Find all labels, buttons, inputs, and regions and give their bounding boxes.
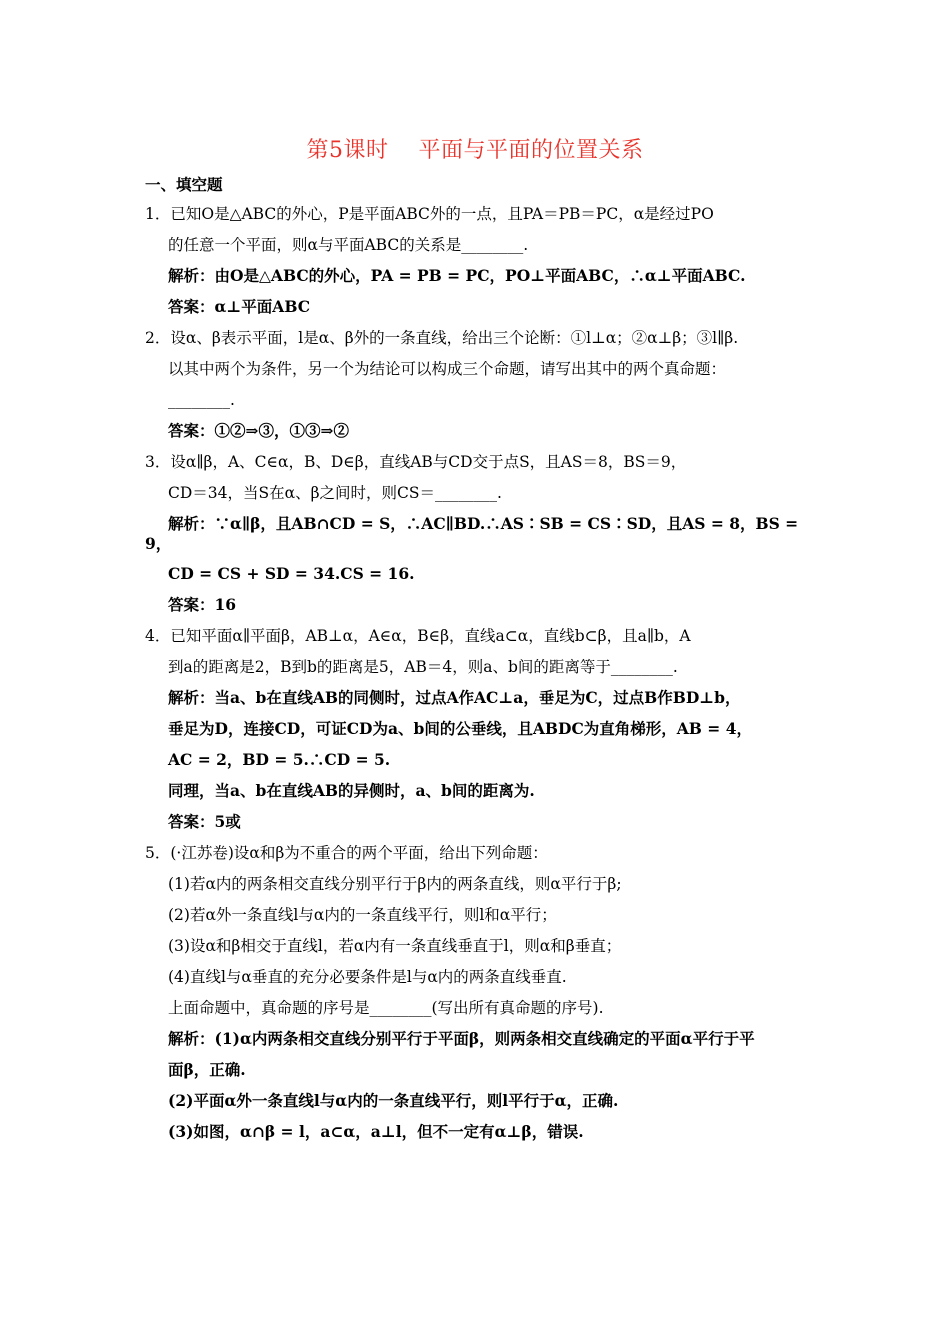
text-line-bold: 答案：①②⇒③，①③⇒② <box>168 421 349 440</box>
text-line-bold: 答案：α⊥平面ABC <box>168 297 311 316</box>
text-line-bold: 面β，正确. <box>168 1060 246 1079</box>
text-line: 的任意一个平面，则α与平面ABC的关系是________. <box>168 236 529 254</box>
text-line: (3)设α和β相交于直线l，若α内有一条直线垂直于l，则α和β垂直； <box>168 937 622 955</box>
page-title: 第5课时 平面与平面的位置关系 <box>306 138 644 163</box>
text-line: 上面命题中，真命题的序号是________(写出所有真命题的序号). <box>168 999 604 1017</box>
text-line: ________. <box>168 391 235 409</box>
text-line-bold: AC = 2，BD = 5.∴CD = 5. <box>168 750 391 769</box>
text-line: 4．已知平面α∥平面β，AB⊥α，A∈α，B∈β，直线a⊂α，直线b⊂β，且a∥b，A <box>145 627 691 645</box>
text-line: 到a的距离是2，B到b的距离是5，AB＝4，则a、b间的距离等于________. <box>168 658 678 676</box>
text-line: 2．设α、β表示平面，l是α、β外的一条直线，给出三个论断：①l⊥α；②α⊥β；③l∥β. <box>145 329 739 347</box>
text-line: 5．(·江苏卷)设α和β为不重合的两个平面，给出下列命题： <box>145 844 548 862</box>
text-line: 以其中两个为条件，另一个为结论可以构成三个命题，请写出其中的两个真命题： <box>168 360 727 378</box>
text-line: 3．设α∥β，A、C∈α，B、D∈β，直线AB与CD交于点S，且AS＝8，BS＝9， <box>145 453 687 471</box>
text-line-bold: 9， <box>145 534 172 553</box>
text-line-bold: (2)平面α外一条直线l与α内的一条直线平行，则l平行于α，正确. <box>168 1091 619 1110</box>
text-line-bold: CD = CS + SD = 34.CS = 16. <box>168 564 415 583</box>
text-line: (2)若α外一条直线l与α内的一条直线平行，则l和α平行； <box>168 906 557 924</box>
text-line: CD＝34，当S在α、β之间时，则CS＝________. <box>168 484 502 502</box>
text-line-bold: 一、填空题 <box>145 175 223 194</box>
text-line: (1)若α内的两条相交直线分别平行于β内的两条直线，则α平行于β; <box>168 875 622 893</box>
text-line-bold: 答案：5或 <box>168 812 241 831</box>
text-line: 1．已知O是△ABC的外心，P是平面ABC外的一点，且PA＝PB＝PC，α是经过PO <box>145 205 714 223</box>
text-line-bold: (3)如图，α∩β = l，a⊂α，a⊥l，但不一定有α⊥β，错误. <box>168 1122 584 1141</box>
text-line-bold: 答案：16 <box>168 595 237 614</box>
text-line-bold: 解析：由O是△ABC的外心，PA = PB = PC，PO⊥平面ABC，∴α⊥平面ABC. <box>168 266 746 285</box>
text-line-bold: 同理，当a、b在直线AB的异侧时，a、b间的距离为. <box>168 781 535 800</box>
text-line: (4)直线l与α垂直的充分必要条件是l与α内的两条直线垂直. <box>168 968 567 986</box>
text-line-bold: 解析：(1)α内两条相交直线分别平行于平面β，则两条相交直线确定的平面α平行于平 <box>168 1029 755 1048</box>
text-line-bold: 解析：∵α∥β，且AB∩CD = S，∴AC∥BD.∴AS∶SB = CS∶SD，且AS = 8，BS = <box>168 514 799 533</box>
text-line-bold: 解析：当a、b在直线AB的同侧时，过点A作AC⊥a，垂足为C，过点B作BD⊥b， <box>168 688 741 707</box>
text-line-bold: 垂足为D，连接CD，可证CD为a、b间的公垂线，且ABDC为直角梯形，AB = 4， <box>168 719 752 738</box>
